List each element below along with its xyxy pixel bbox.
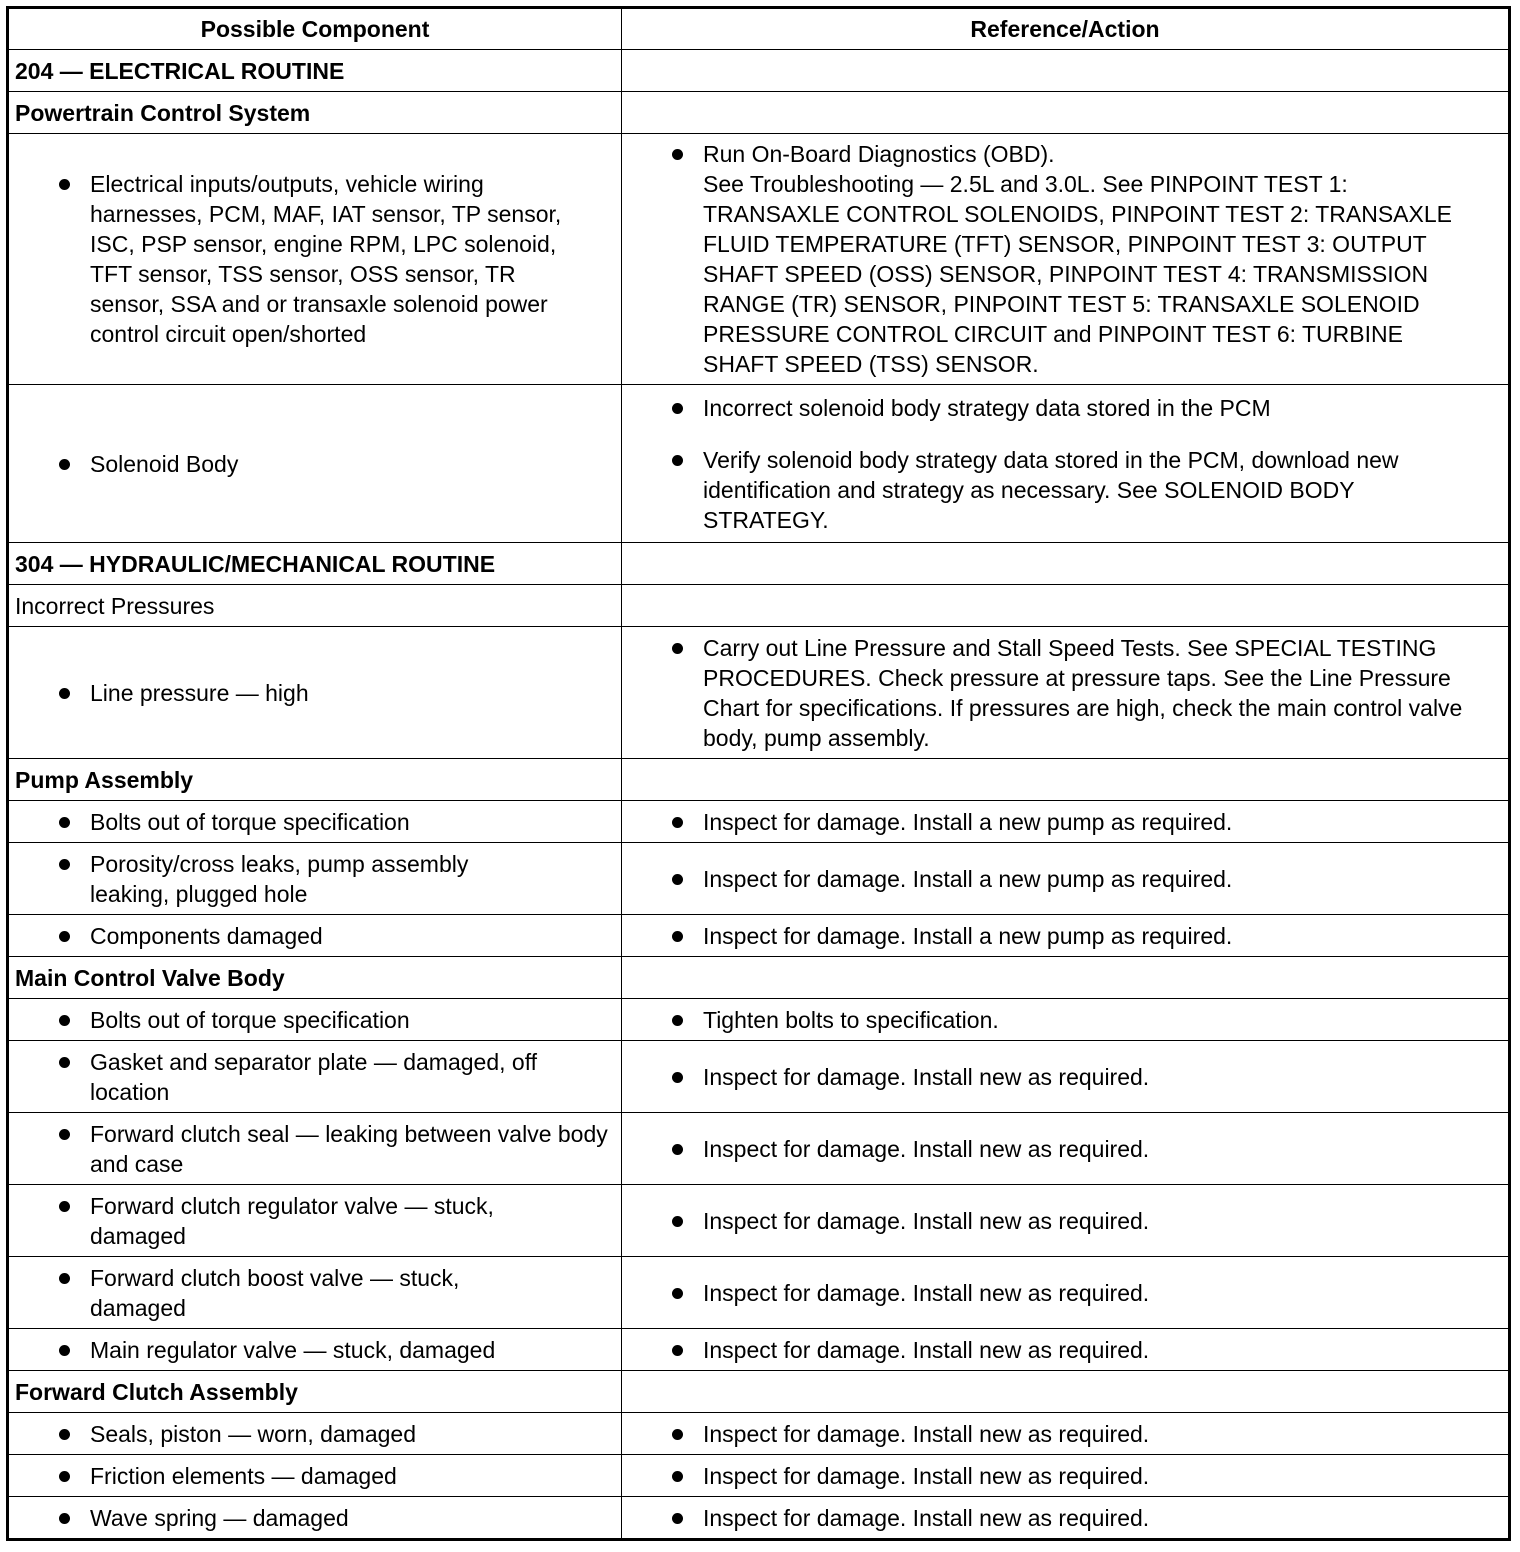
- component-cell: [8, 1113, 622, 1185]
- section-row: [8, 92, 1510, 134]
- action-text: Inspect for damage. Install a new pump as required.: [628, 921, 1502, 951]
- table-row: [8, 801, 1510, 843]
- action-cell: [622, 1497, 1510, 1540]
- component-cell: [8, 843, 622, 915]
- component-text: Forward clutch boost valve — stuck, damaged: [15, 1263, 615, 1323]
- table-row: [8, 1455, 1510, 1497]
- section-row: [8, 543, 1510, 585]
- column-header-component: Possible Component: [8, 8, 622, 50]
- action-cell: [622, 843, 1510, 915]
- component-cell: [8, 627, 622, 759]
- action-cell: [622, 1413, 1510, 1455]
- section-row: [8, 957, 1510, 999]
- table-header-row: [8, 8, 1510, 50]
- action-text: Inspect for damage. Install new as required.: [628, 1206, 1502, 1236]
- component-text: Seals, piston — worn, damaged: [15, 1419, 615, 1449]
- component-text: Forward clutch seal — leaking between valve body and case: [15, 1119, 615, 1179]
- diagnosis-table: [6, 6, 1511, 1541]
- action-text: Inspect for damage. Install new as required.: [628, 1335, 1502, 1365]
- component-text: Main regulator valve — stuck, damaged: [15, 1335, 615, 1365]
- table-row: [8, 1257, 1510, 1329]
- action-text: Inspect for damage. Install new as required.: [628, 1134, 1502, 1164]
- action-cell: [622, 801, 1510, 843]
- component-text: Bolts out of torque specification: [15, 807, 615, 837]
- table-row: [8, 1113, 1510, 1185]
- action-cell: [622, 134, 1510, 385]
- component-text: Solenoid Body: [15, 449, 615, 479]
- component-cell: [8, 1185, 622, 1257]
- action-cell: [622, 1455, 1510, 1497]
- action-text: Inspect for damage. Install new as required.: [628, 1419, 1502, 1449]
- section-title-valve-body: Main Control Valve Body: [8, 957, 622, 999]
- table-row: [8, 1413, 1510, 1455]
- component-cell: [8, 999, 622, 1041]
- action-cell: [622, 627, 1510, 759]
- section-title-electrical: 204 — ELECTRICAL ROUTINE: [8, 50, 622, 92]
- section-row: [8, 1371, 1510, 1413]
- action-cell: [622, 1113, 1510, 1185]
- action-cell: [622, 385, 1510, 543]
- section-title-powertrain: Powertrain Control System: [8, 92, 622, 134]
- component-text: Electrical inputs/outputs, vehicle wiring harnesses, PCM, MAF, IAT sensor, TP sensor, ISC, PSP sensor, engine RPM, LPC solenoid, TFT sensor, TSS sensor, OSS sensor, TR sensor, SSA and or transaxle solenoid power control circuit open/shorted: [15, 169, 615, 349]
- action-text: Incorrect solenoid body strategy data stored in the PCM: [628, 393, 1502, 423]
- component-cell: [8, 1455, 622, 1497]
- empty-cell: [622, 92, 1510, 134]
- section-row: [8, 759, 1510, 801]
- table-row: [8, 915, 1510, 957]
- action-text: Inspect for damage. Install new as required.: [628, 1461, 1502, 1491]
- empty-cell: [622, 543, 1510, 585]
- action-cell: [622, 1041, 1510, 1113]
- action-cell: [622, 915, 1510, 957]
- component-cell: [8, 385, 622, 543]
- component-cell: [8, 1329, 622, 1371]
- empty-cell: [622, 50, 1510, 92]
- section-title-hydraulic: 304 — HYDRAULIC/MECHANICAL ROUTINE: [8, 543, 622, 585]
- component-text: Wave spring — damaged: [15, 1503, 615, 1533]
- action-text: Carry out Line Pressure and Stall Speed Tests. See SPECIAL TESTING PROCEDURES. Check pressure at pressure taps. See the Line Pressure Chart for specifications. If pressures are high, check the main control valve body, pump assembly.: [628, 633, 1502, 753]
- component-cell: [8, 134, 622, 385]
- action-text: Tighten bolts to specification.: [628, 1005, 1502, 1035]
- action-text: Inspect for damage. Install a new pump as required.: [628, 864, 1502, 894]
- component-cell: [8, 1497, 622, 1540]
- component-text: Porosity/cross leaks, pump assembly leaking, plugged hole: [15, 849, 615, 909]
- component-text: Components damaged: [15, 921, 615, 951]
- table-row: [8, 385, 1510, 543]
- section-title-pressures: Incorrect Pressures: [8, 585, 622, 627]
- action-text: Run On-Board Diagnostics (OBD).: [628, 139, 1502, 169]
- diagnostic-sheet: [6, 6, 1508, 1541]
- component-cell: [8, 915, 622, 957]
- section-row: [8, 585, 1510, 627]
- action-text: Verify solenoid body strategy data stored in the PCM, download new identification and strategy as necessary. See SOLENOID BODY STRATEGY.: [628, 445, 1502, 535]
- empty-cell: [622, 585, 1510, 627]
- component-text: Bolts out of torque specification: [15, 1005, 615, 1035]
- table-row: [8, 1497, 1510, 1540]
- action-cell: [622, 1185, 1510, 1257]
- component-cell: [8, 1257, 622, 1329]
- component-cell: [8, 1041, 622, 1113]
- component-text: Friction elements — damaged: [15, 1461, 615, 1491]
- empty-cell: [622, 1371, 1510, 1413]
- component-text: Forward clutch regulator valve — stuck, damaged: [15, 1191, 615, 1251]
- table-row: [8, 1041, 1510, 1113]
- table-row: [8, 1329, 1510, 1371]
- table-row: [8, 999, 1510, 1041]
- component-cell: [8, 1413, 622, 1455]
- action-text: Inspect for damage. Install a new pump as required.: [628, 807, 1502, 837]
- action-text: Inspect for damage. Install new as required.: [628, 1062, 1502, 1092]
- empty-cell: [622, 957, 1510, 999]
- section-title-pump: Pump Assembly: [8, 759, 622, 801]
- action-text: Inspect for damage. Install new as required.: [628, 1503, 1502, 1533]
- component-text: Gasket and separator plate — damaged, off location: [15, 1047, 615, 1107]
- column-header-action: Reference/Action: [622, 8, 1510, 50]
- section-title-forward-clutch: Forward Clutch Assembly: [8, 1371, 622, 1413]
- action-cell: [622, 1329, 1510, 1371]
- table-row: [8, 1185, 1510, 1257]
- action-detail-text: See Troubleshooting — 2.5L and 3.0L. See PINPOINT TEST 1: TRANSAXLE CONTROL SOLENOIDS, PINPOINT TEST 2: TRANSAXLE FLUID TEMPERATURE (TFT) SENSOR, PINPOINT TEST 3: OUTPUT SHAFT SPEED (OSS) SENSOR, PINPOINT TEST 4: TRANSMISSION RANGE (TR) SENSOR, PINPOINT TEST 5: TRANSAXLE SOLENOID PRESSURE CONTROL CIRCUIT and PINPOINT TEST 6: TURBINE SHAFT SPEED (TSS) SENSOR.: [703, 171, 1452, 377]
- action-text: Inspect for damage. Install new as required.: [628, 1278, 1502, 1308]
- table-row: [8, 843, 1510, 915]
- component-text: Line pressure — high: [15, 678, 615, 708]
- table-row: [8, 134, 1510, 385]
- component-cell: [8, 801, 622, 843]
- action-cell: [622, 1257, 1510, 1329]
- empty-cell: [622, 759, 1510, 801]
- table-row: [8, 627, 1510, 759]
- action-cell: [622, 999, 1510, 1041]
- section-row: [8, 50, 1510, 92]
